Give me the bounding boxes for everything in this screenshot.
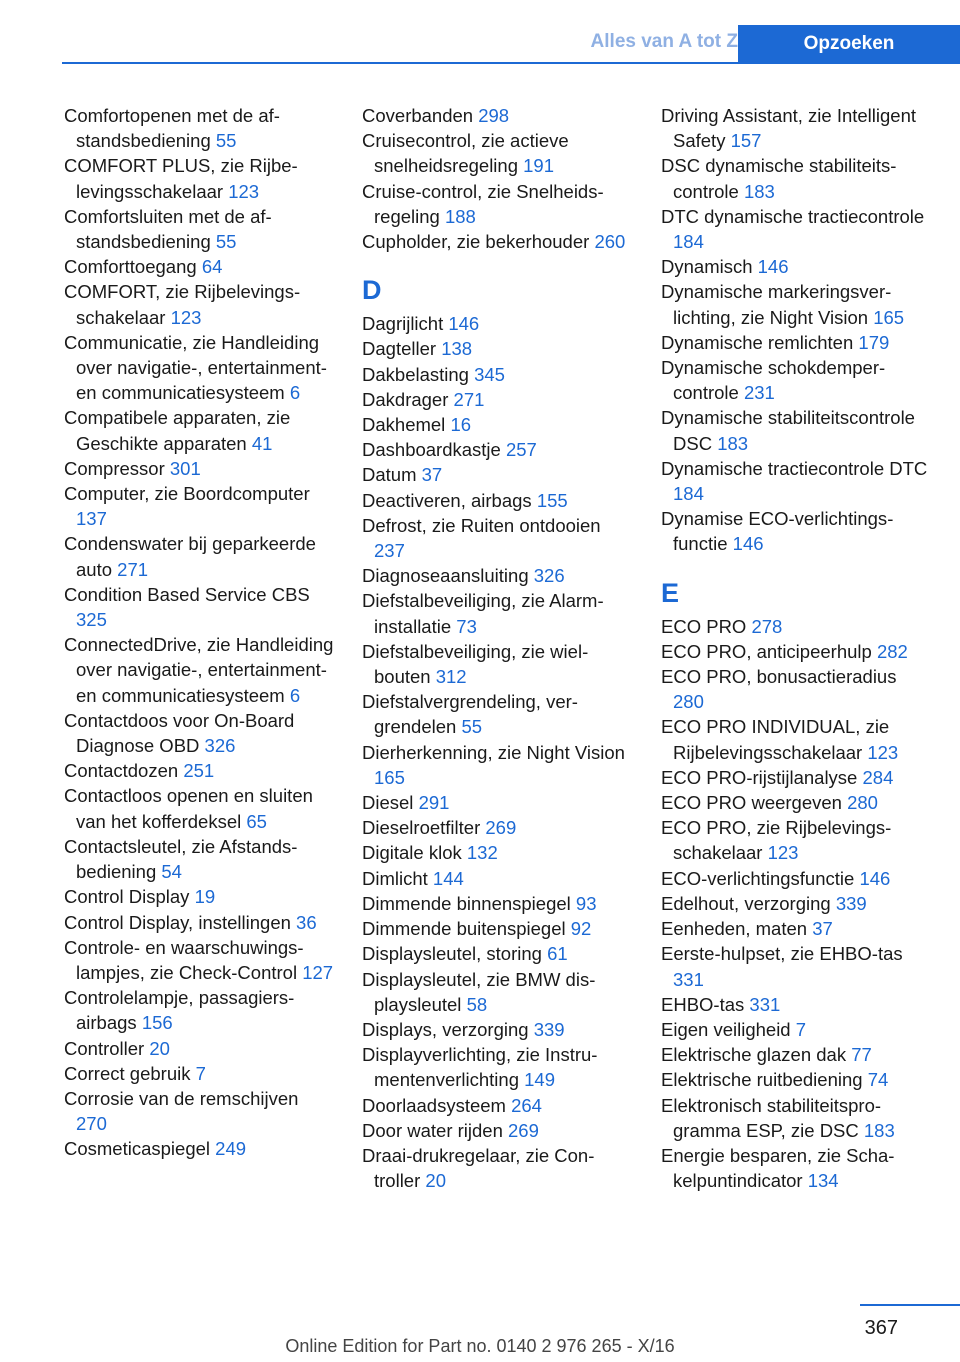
index-entry bbox=[661, 330, 931, 355]
index-entry bbox=[362, 1118, 632, 1143]
index-entry bbox=[661, 891, 931, 916]
index-entry bbox=[64, 884, 334, 909]
entry-term: Controle- en waarschuwingslampjes, zie Check-Control bbox=[64, 936, 304, 983]
index-entry bbox=[362, 588, 632, 638]
entry-term: DSC dynamische stabiliteitscontrole bbox=[661, 155, 897, 202]
entry-term: Comforttoegang bbox=[64, 256, 197, 278]
index-entry bbox=[362, 128, 632, 178]
index-entry bbox=[362, 437, 632, 462]
entry-term: Elektronisch stabiliteitsprogramma ESP, zie DSC bbox=[661, 1094, 882, 1141]
page-link[interactable]: 183 bbox=[743, 180, 775, 202]
index-entry bbox=[661, 103, 931, 153]
page-link[interactable]: 6 bbox=[289, 684, 301, 706]
index-entry bbox=[661, 714, 931, 764]
entry-term: Control Display, instellingen bbox=[64, 911, 291, 933]
page-link[interactable]: 237 bbox=[374, 540, 405, 562]
index-entry bbox=[661, 506, 931, 556]
index-entry bbox=[661, 456, 931, 506]
entry-term: Contactloos openen en sluiten van het kofferdeksel bbox=[64, 785, 313, 832]
entry-term: ECO PRO INDIVIDUAL, zie Rijbelevingsschakelaar bbox=[661, 716, 890, 763]
page-link[interactable]: 291 bbox=[418, 792, 450, 814]
entry-term: Eenheden, maten bbox=[661, 918, 808, 940]
page-link[interactable]: 93 bbox=[575, 892, 597, 914]
page-link[interactable]: 7 bbox=[795, 1018, 807, 1040]
entry-term: Elektrische ruitbediening bbox=[661, 1069, 863, 1091]
page-link[interactable]: 134 bbox=[807, 1170, 839, 1192]
entry-term: Dimlicht bbox=[362, 867, 428, 889]
entry-term: Dimmende binnenspiegel bbox=[362, 892, 571, 914]
page-link[interactable]: 269 bbox=[485, 817, 517, 839]
page-link[interactable]: 156 bbox=[141, 1012, 173, 1034]
index-entry bbox=[661, 614, 931, 639]
entry-term: Corrosie van de remschijven bbox=[64, 1087, 299, 1109]
index-entry bbox=[661, 355, 931, 405]
entry-term: Doorlaadsysteem bbox=[362, 1094, 506, 1116]
entry-term: Controlelampje, passagiersairbags bbox=[64, 987, 295, 1034]
page-link[interactable]: 58 bbox=[466, 993, 488, 1015]
index-entry bbox=[362, 689, 632, 739]
page-link[interactable]: 271 bbox=[453, 388, 485, 410]
index-entry bbox=[661, 866, 931, 891]
entry-term: ECO PRO, anticipeerhulp bbox=[661, 640, 872, 662]
entry-term: Displays, verzorging bbox=[362, 1018, 529, 1040]
entry-term: Defrost, zie Ruiten ontdooien bbox=[362, 514, 601, 536]
index-entry bbox=[64, 254, 334, 279]
page-link[interactable]: 157 bbox=[730, 130, 762, 152]
entry-term: Dakdrager bbox=[362, 388, 449, 410]
page-link[interactable]: 280 bbox=[847, 792, 878, 814]
index-entry bbox=[362, 563, 632, 588]
page-link[interactable]: 331 bbox=[673, 968, 704, 990]
page-link[interactable]: 138 bbox=[441, 338, 473, 360]
index-entry bbox=[64, 758, 334, 783]
index-entry bbox=[362, 362, 632, 387]
page-link[interactable]: 345 bbox=[474, 363, 505, 385]
page-link[interactable]: 137 bbox=[76, 508, 107, 530]
index-column-2 bbox=[362, 103, 632, 1193]
index-entry bbox=[362, 639, 632, 689]
entry-term: Dieselroetfilter bbox=[362, 817, 481, 839]
entry-term: Dimmende buitenspiegel bbox=[362, 918, 566, 940]
entry-term: Dagteller bbox=[362, 338, 437, 360]
index-entry bbox=[661, 1017, 931, 1042]
page-link[interactable]: 165 bbox=[374, 766, 405, 788]
entry-term: Control Display bbox=[64, 886, 190, 908]
index-entry bbox=[64, 279, 334, 329]
entry-term: Edelhout, verzorging bbox=[661, 892, 831, 914]
index-entry bbox=[64, 910, 334, 935]
page-link[interactable]: 149 bbox=[524, 1069, 556, 1091]
entry-term: Cruise-control, zie Snelheidsregeling bbox=[362, 180, 604, 227]
entry-term: Computer, zie Boordcomputer bbox=[64, 483, 310, 505]
page-link[interactable]: 144 bbox=[432, 867, 464, 889]
page-link[interactable]: 37 bbox=[421, 464, 443, 486]
page-link[interactable]: 20 bbox=[149, 1037, 170, 1059]
entry-term: Elektrische glazen dak bbox=[661, 1044, 847, 1066]
entry-term: Contactsleutel, zie Afstandsbediening bbox=[64, 835, 298, 883]
index-entry bbox=[64, 632, 334, 708]
index-entry bbox=[64, 204, 334, 254]
edition-footer: Online Edition for Part no. 0140 2 976 265 - X/16 bbox=[285, 1336, 675, 1356]
page-link[interactable]: 16 bbox=[450, 414, 472, 436]
page-link[interactable]: 41 bbox=[251, 432, 273, 454]
page-link[interactable]: 331 bbox=[749, 993, 781, 1015]
page-link[interactable]: 179 bbox=[858, 331, 890, 353]
entry-term: ECO-verlichtingsfunctie bbox=[661, 867, 855, 889]
page-link[interactable]: 20 bbox=[425, 1170, 446, 1192]
page-link[interactable]: 191 bbox=[523, 155, 555, 177]
page-link[interactable]: 123 bbox=[170, 306, 202, 328]
page-link[interactable]: 249 bbox=[215, 1138, 247, 1160]
page-link[interactable]: 132 bbox=[466, 842, 498, 864]
index-entry bbox=[661, 639, 931, 664]
entry-term: ConnectedDrive, zie Handleiding over navigatie-, entertainment- en communicatiesysteem bbox=[64, 634, 334, 706]
entry-term: Energie besparen, zie Schakelpuntindicator bbox=[661, 1144, 895, 1192]
page-link[interactable]: 271 bbox=[117, 558, 149, 580]
index-entry bbox=[64, 153, 334, 203]
page-link[interactable]: 183 bbox=[717, 432, 749, 454]
entry-term: Dakbelasting bbox=[362, 363, 469, 385]
index-entry bbox=[64, 783, 334, 833]
entry-term: Dierherkenning, zie Night Vision bbox=[362, 741, 625, 763]
entry-term: Dynamische tractiecontrole DTC bbox=[661, 457, 928, 479]
index-entry bbox=[64, 481, 334, 531]
index-entry bbox=[64, 531, 334, 581]
entry-term: Correct gebruik bbox=[64, 1062, 191, 1084]
index-entry bbox=[64, 456, 334, 481]
index-entry bbox=[661, 1143, 931, 1193]
entry-term: Coverbanden bbox=[362, 105, 474, 126]
entry-term: Condition Based Service CBS bbox=[64, 583, 310, 605]
page-link[interactable]: 55 bbox=[215, 231, 237, 253]
page-link[interactable]: 37 bbox=[812, 918, 833, 940]
page-link[interactable]: 74 bbox=[867, 1069, 889, 1091]
entry-term: Eerste-hulpset, zie EHBO-tas bbox=[661, 943, 903, 965]
page-link[interactable]: 73 bbox=[456, 615, 477, 637]
index-entry bbox=[362, 916, 632, 941]
page-link[interactable]: 123 bbox=[867, 741, 899, 763]
page-link[interactable]: 184 bbox=[673, 483, 704, 505]
footer-rule bbox=[860, 1304, 960, 1306]
page-link[interactable]: 183 bbox=[863, 1119, 895, 1141]
index-entry bbox=[661, 765, 931, 790]
section-title: Alles van A tot Z bbox=[590, 31, 738, 52]
entry-term: Digitale klok bbox=[362, 842, 462, 864]
index-entry bbox=[362, 179, 632, 229]
page-link[interactable]: 165 bbox=[873, 306, 905, 328]
entry-term: Cruisecontrol, zie actieve snelheidsregeling bbox=[362, 130, 569, 177]
entry-term: Dynamische stabiliteitscontrole DSC bbox=[661, 407, 915, 454]
index-entry bbox=[661, 1067, 931, 1092]
entry-term: Dashboardkastje bbox=[362, 439, 501, 461]
index-column-3 bbox=[661, 103, 931, 1193]
page-link[interactable]: 269 bbox=[508, 1119, 539, 1141]
page-link[interactable]: 264 bbox=[511, 1094, 542, 1116]
entry-term: Diesel bbox=[362, 792, 414, 814]
index-entry bbox=[362, 1143, 632, 1193]
index-entry bbox=[362, 229, 632, 254]
page-link[interactable]: 61 bbox=[547, 943, 568, 965]
entry-term: Datum bbox=[362, 464, 417, 486]
page-link[interactable]: 312 bbox=[435, 666, 467, 688]
index-entry bbox=[362, 1017, 632, 1042]
index-entry bbox=[661, 916, 931, 941]
page-link[interactable]: 146 bbox=[732, 533, 764, 555]
page-link[interactable]: 123 bbox=[767, 842, 799, 864]
entry-term: Diagnoseaansluiting bbox=[362, 565, 529, 587]
index-entry bbox=[661, 664, 931, 714]
index-entry bbox=[661, 279, 931, 329]
entry-term: Eigen veiligheid bbox=[661, 1018, 791, 1040]
entry-term: Diefstalbeveiliging, zie Alarminstallatie bbox=[362, 590, 604, 637]
index-entry bbox=[64, 1136, 334, 1161]
page-link[interactable]: 278 bbox=[751, 615, 783, 637]
page-link[interactable]: 301 bbox=[169, 457, 201, 479]
index-entry bbox=[362, 387, 632, 412]
entry-term: Displaysleutel, storing bbox=[362, 943, 542, 965]
index-entry bbox=[64, 1086, 334, 1136]
page-link[interactable]: 146 bbox=[448, 313, 480, 335]
entry-term: EHBO-tas bbox=[661, 993, 745, 1015]
entry-term: COMFORT, zie Rijbelevingsschakelaar bbox=[64, 281, 301, 328]
page-link[interactable]: 231 bbox=[743, 382, 775, 404]
index-entry bbox=[362, 866, 632, 891]
index-entry bbox=[64, 935, 334, 985]
index-entry bbox=[661, 941, 931, 991]
entry-term: Dakhemel bbox=[362, 414, 446, 436]
index-entry bbox=[362, 840, 632, 865]
index-entry bbox=[661, 1093, 931, 1143]
index-entry bbox=[64, 708, 334, 758]
page-link[interactable]: 146 bbox=[757, 256, 789, 278]
index-entry bbox=[661, 790, 931, 815]
entry-term: Compatibele apparaten, zie Geschikte apparaten bbox=[64, 407, 291, 454]
index-entry bbox=[362, 1093, 632, 1118]
page-link[interactable]: 7 bbox=[195, 1062, 206, 1084]
entry-term: ECO PRO-rijstijlanalyse bbox=[661, 766, 858, 788]
index-entry bbox=[362, 336, 632, 361]
page-link[interactable]: 270 bbox=[76, 1113, 107, 1135]
index-entry bbox=[362, 891, 632, 916]
page-link[interactable]: 251 bbox=[183, 760, 215, 782]
entry-term: COMFORT PLUS, zie Rijbelevingsschakelaar bbox=[64, 155, 298, 202]
tab-opzoeken[interactable]: Opzoeken bbox=[738, 25, 960, 62]
page-link[interactable]: 77 bbox=[851, 1044, 872, 1066]
entry-term: Dagrijlicht bbox=[362, 313, 444, 335]
page-link[interactable]: 6 bbox=[289, 382, 301, 404]
entry-term: Driving Assistant, zie Intelligent Safety bbox=[661, 105, 917, 152]
page-link[interactable]: 55 bbox=[461, 716, 483, 738]
index-entry bbox=[362, 967, 632, 1017]
entry-term: Diefstalvergrendeling, vergrendelen bbox=[362, 691, 578, 738]
page-link[interactable]: 155 bbox=[536, 489, 568, 511]
index-entry bbox=[661, 254, 931, 279]
page-link[interactable]: 184 bbox=[673, 231, 704, 253]
index-entry bbox=[64, 103, 334, 153]
page-link[interactable]: 326 bbox=[204, 735, 236, 757]
entry-term: Dynamische schokdempercontrole bbox=[661, 357, 886, 404]
entry-term: Communicatie, zie Handleiding over navigatie-, entertainment- en communicatiesysteem bbox=[64, 331, 327, 404]
index-entry bbox=[362, 513, 632, 563]
index-entry bbox=[64, 1061, 334, 1086]
entry-term: DTC dynamische tractiecontrole bbox=[661, 205, 925, 227]
entry-term: Compressor bbox=[64, 457, 165, 479]
index-entry bbox=[362, 815, 632, 840]
page-link[interactable]: 188 bbox=[444, 205, 476, 227]
index-entry bbox=[64, 582, 334, 632]
index-entry bbox=[362, 412, 632, 437]
entry-term: Contactdoos voor On-Board Diagnose OBD bbox=[64, 709, 295, 757]
page-link[interactable]: 339 bbox=[835, 892, 867, 914]
entry-term: Cosmeticaspiegel bbox=[64, 1138, 211, 1160]
page-link[interactable]: 54 bbox=[161, 861, 182, 883]
page-link[interactable]: 123 bbox=[228, 180, 260, 202]
index-entry bbox=[362, 1042, 632, 1092]
page-link[interactable]: 65 bbox=[246, 810, 267, 832]
entry-term: Controller bbox=[64, 1037, 145, 1059]
entry-term: ECO PRO, zie Rijbelevingsschakelaar bbox=[661, 817, 892, 864]
entry-term: Comfortopenen met de afstandsbediening bbox=[64, 105, 280, 152]
entry-term: Dynamise ECO-verlichtingsfunctie bbox=[661, 508, 894, 555]
entry-term: Contactdozen bbox=[64, 760, 179, 782]
entry-term: Door water rijden bbox=[362, 1119, 503, 1141]
entry-term: Displaysleutel, zie BMW displaysleutel bbox=[362, 968, 596, 1015]
index-entry bbox=[362, 311, 632, 336]
index-entry bbox=[64, 330, 334, 406]
index-entry bbox=[661, 815, 931, 865]
index-entry bbox=[661, 153, 931, 203]
page-link[interactable]: 339 bbox=[533, 1018, 565, 1040]
entry-term: Comfortsluiten met de afstandsbediening bbox=[64, 205, 272, 253]
entry-term: Dynamisch bbox=[661, 256, 753, 278]
index-entry bbox=[661, 204, 931, 254]
entry-term: Deactiveren, airbags bbox=[362, 489, 532, 511]
page-link[interactable]: 127 bbox=[302, 961, 334, 983]
index-entry bbox=[661, 405, 931, 455]
index-entry bbox=[362, 103, 632, 128]
page-link[interactable]: 64 bbox=[201, 256, 223, 278]
entry-term: Draai-drukregelaar, zie Controller bbox=[362, 1144, 595, 1192]
section-letter: E bbox=[661, 577, 680, 608]
section-letter: D bbox=[362, 275, 382, 306]
page-link[interactable]: 55 bbox=[215, 130, 237, 152]
page-link[interactable]: 282 bbox=[876, 640, 908, 662]
entry-term: Cupholder, zie bekerhouder bbox=[362, 231, 590, 253]
page-link[interactable]: 260 bbox=[594, 231, 626, 253]
page-link[interactable]: 92 bbox=[570, 918, 592, 940]
index-entry bbox=[64, 985, 334, 1035]
page-number: 367 bbox=[864, 1317, 898, 1339]
index-entry bbox=[64, 405, 334, 455]
index-entry bbox=[362, 462, 632, 487]
entry-term: Diefstalbeveiliging, zie wielbouten bbox=[362, 640, 589, 688]
index-entry bbox=[661, 1042, 931, 1067]
page-link[interactable]: 280 bbox=[673, 691, 704, 713]
index-entry bbox=[64, 1036, 334, 1061]
page-header bbox=[62, 25, 960, 64]
index-entry bbox=[64, 834, 334, 884]
entry-term: Dynamische markeringsverlichting, zie Night Vision bbox=[661, 281, 892, 328]
entry-term: Displayverlichting, zie Instrumentenverlichting bbox=[362, 1044, 598, 1091]
page-link[interactable]: 257 bbox=[505, 439, 537, 461]
index-entry bbox=[362, 488, 632, 513]
entry-term: ECO PRO weergeven bbox=[661, 792, 842, 814]
page-link[interactable]: 298 bbox=[478, 105, 510, 126]
page-link[interactable]: 19 bbox=[194, 886, 216, 908]
index-entry bbox=[661, 992, 931, 1017]
page-link[interactable]: 146 bbox=[859, 867, 891, 889]
page-link[interactable]: 326 bbox=[533, 565, 565, 587]
entry-term: Dynamische remlichten bbox=[661, 331, 854, 353]
page-link[interactable]: 36 bbox=[296, 911, 317, 933]
page-link[interactable]: 325 bbox=[76, 609, 107, 631]
index-entry bbox=[362, 740, 632, 790]
entry-term: ECO PRO bbox=[661, 615, 747, 637]
index-entry bbox=[362, 941, 632, 966]
index-column-1 bbox=[64, 103, 334, 1162]
entry-term: ECO PRO, bonusactieradius bbox=[661, 666, 897, 688]
index-entry bbox=[362, 790, 632, 815]
entry-term: Condenswater bij geparkeerde auto bbox=[64, 533, 316, 580]
page-link[interactable]: 284 bbox=[862, 766, 894, 788]
